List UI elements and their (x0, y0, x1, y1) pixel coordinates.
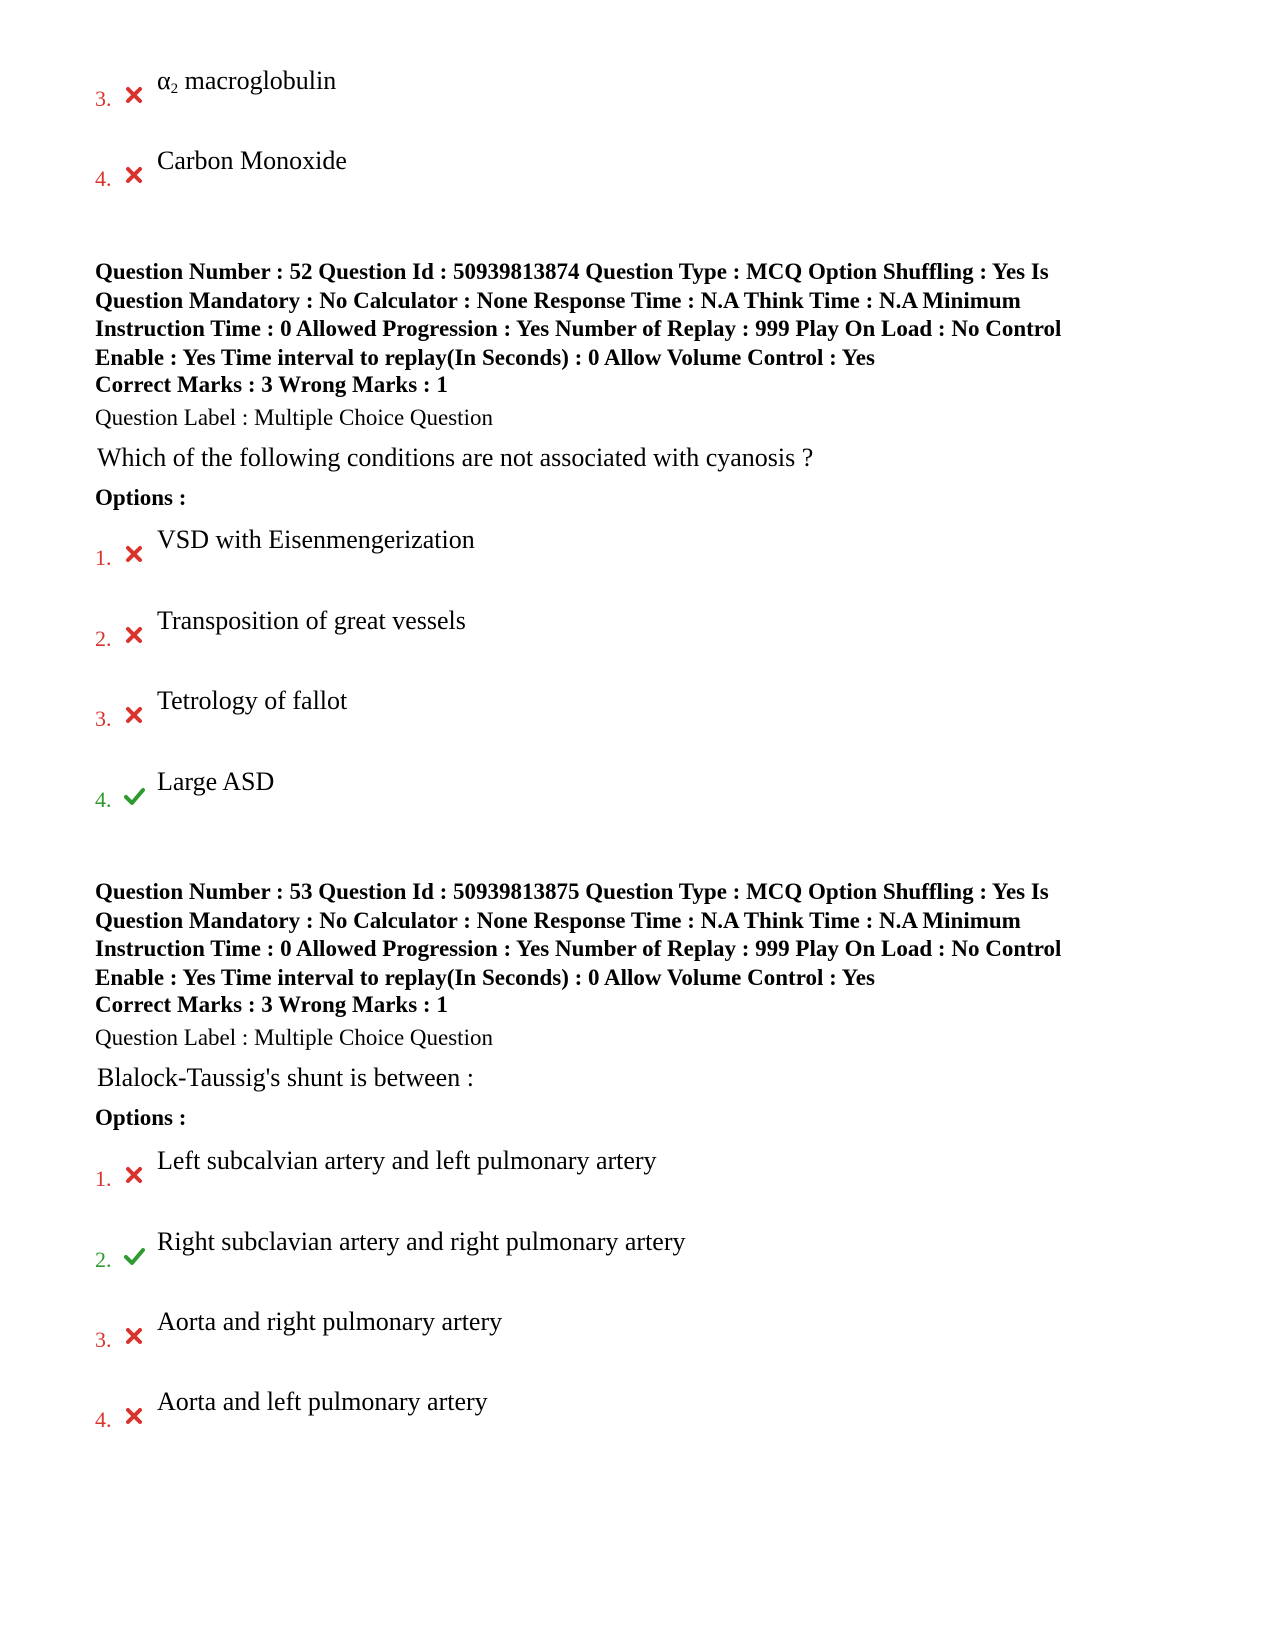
option-number: 4. (95, 787, 112, 812)
question-52-meta (95, 258, 1205, 372)
wrong-cross-icon (123, 624, 145, 646)
option-number: 3. (95, 1327, 112, 1352)
wrong-cross-icon (123, 1325, 145, 1347)
question-53-marks: Correct Marks : 3 Wrong Marks : 1 (95, 992, 448, 1017)
option-text: $\alpha_2$ macroglobulin (157, 66, 337, 97)
meta-line: Instruction Time : 0 Allowed Progression : Yes Number of Replay : 999 Play On Load : No Control (95, 316, 1062, 341)
question-53-text: Blalock-Taussig's shunt is between : (97, 1063, 474, 1092)
option-number: 2. (95, 626, 112, 651)
option-text: Tetrology of fallot (157, 686, 348, 715)
question-53-options-heading: Options : (95, 1105, 187, 1130)
question-52-text: Which of the following conditions are not associated with cyanosis ? (97, 443, 814, 472)
option-text: Aorta and left pulmonary artery (157, 1387, 488, 1416)
question-53-label: Question Label : Multiple Choice Question (95, 1025, 493, 1050)
meta-line: Instruction Time : 0 Allowed Progression : Yes Number of Replay : 999 Play On Load : No Control (95, 936, 1062, 961)
option-number: 1. (95, 1166, 112, 1191)
option-text: Left subcalvian artery and left pulmonary artery (157, 1146, 657, 1175)
question-52-label: Question Label : Multiple Choice Question (95, 405, 493, 430)
option-text: Transposition of great vessels (157, 606, 466, 635)
wrong-cross-icon (123, 704, 145, 726)
option-number: 2. (95, 1247, 112, 1272)
meta-line: Question Number : 52 Question Id : 50939813874 Question Type : MCQ Option Shuffling : Yes Is (95, 259, 1049, 284)
option-number: 1. (95, 545, 112, 570)
option-text: Right subclavian artery and right pulmonary artery (157, 1227, 686, 1256)
wrong-cross-icon (123, 543, 145, 565)
option-text: Carbon Monoxide (157, 146, 347, 175)
option-number: 4. (95, 1407, 112, 1432)
correct-check-icon (123, 1245, 145, 1267)
question-52-options-heading: Options : (95, 485, 187, 510)
option-number: 4. (95, 166, 112, 191)
option-text: Large ASD (157, 767, 275, 796)
wrong-cross-icon (123, 164, 145, 186)
meta-line: Question Mandatory : No Calculator : None Response Time : N.A Think Time : N.A Minimum (95, 907, 1021, 933)
meta-line: Enable : Yes Time interval to replay(In Seconds) : 0 Allow Volume Control : Yes (95, 964, 875, 990)
wrong-cross-icon (123, 84, 145, 106)
wrong-cross-icon (123, 1164, 145, 1186)
option-text: VSD with Eisenmengerization (157, 525, 475, 554)
option-text: Aorta and right pulmonary artery (157, 1307, 503, 1336)
question-53-meta (95, 878, 1205, 992)
question-52-marks: Correct Marks : 3 Wrong Marks : 1 (95, 372, 448, 397)
correct-check-icon (123, 785, 145, 807)
meta-line: Enable : Yes Time interval to replay(In Seconds) : 0 Allow Volume Control : Yes (95, 344, 875, 370)
meta-line: Question Mandatory : No Calculator : None Response Time : N.A Think Time : N.A Minimum (95, 287, 1021, 313)
meta-line: Question Number : 53 Question Id : 50939813875 Question Type : MCQ Option Shuffling : Yes Is (95, 879, 1049, 904)
option-number: 3. (95, 706, 112, 731)
option-number: 3. (95, 86, 112, 111)
wrong-cross-icon (123, 1405, 145, 1427)
